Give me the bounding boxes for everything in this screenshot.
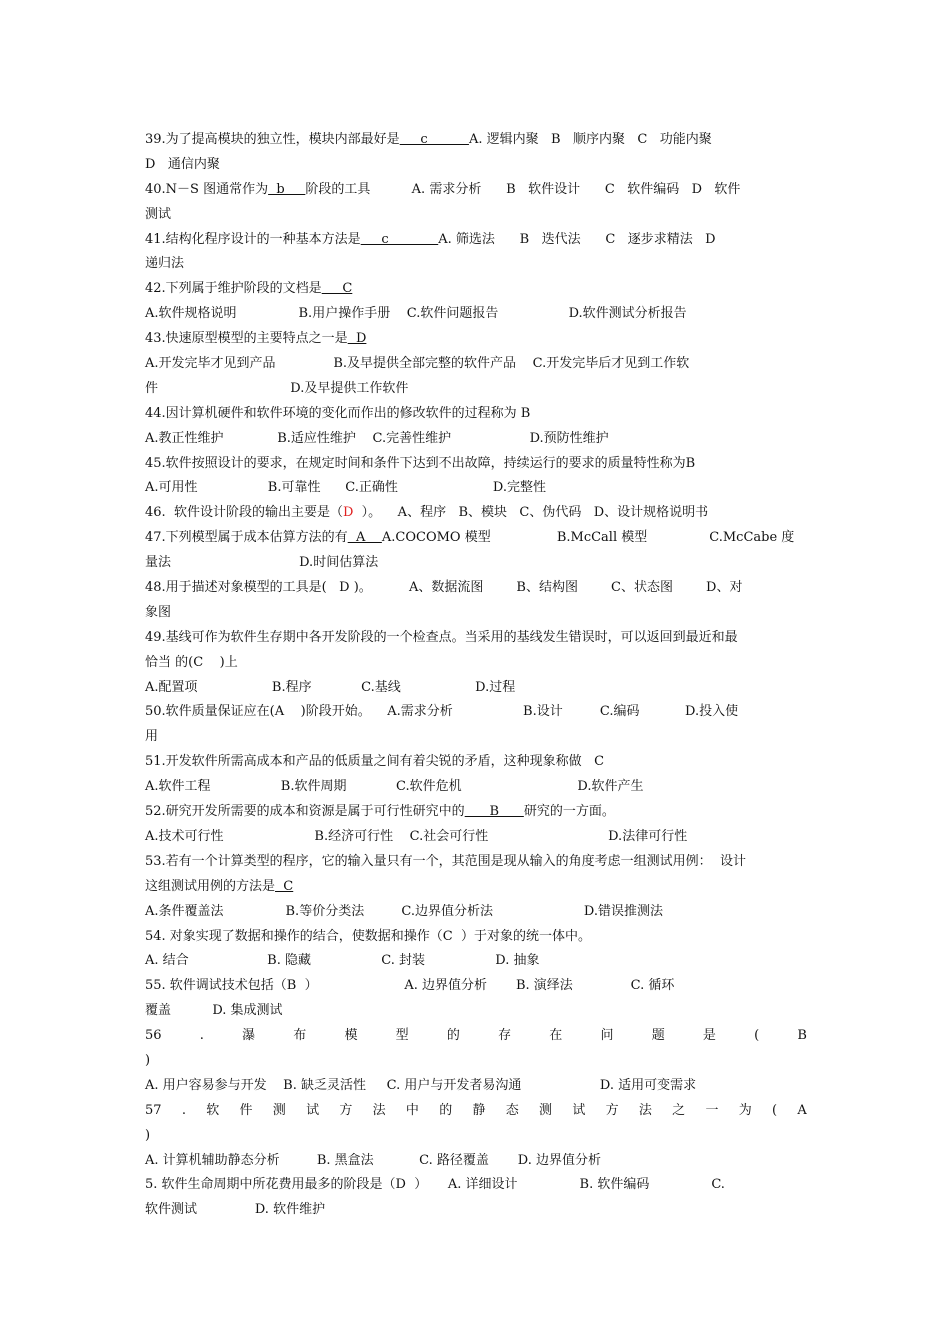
- q42-stem: 42.下列属于维护阶段的文档是: [145, 281, 322, 297]
- q56-cell: 模: [344, 1028, 358, 1044]
- q44-options: A.教正性维护 B.适应性维护 C.完善性维护 D.预防性维护: [145, 430, 609, 446]
- q57-cell: (: [772, 1102, 778, 1118]
- q50-line1: 50.软件质量保证应在(A )阶段开始。 A.需求分析 B.设计 C.编码 D.投入使: [145, 704, 739, 720]
- q43-answer: D: [347, 331, 367, 347]
- q51-stem: 51.开发软件所需高成本和产品的低质量之间有着尖锐的矛盾，这种现象称做 C: [145, 754, 605, 770]
- q39-options: A. 逻辑内聚 B 顺序内聚 C 功能内聚: [468, 132, 712, 147]
- q56-cell: 瀑: [242, 1028, 256, 1044]
- q57-cell: .: [181, 1102, 186, 1118]
- q56-cell: 型: [395, 1028, 409, 1044]
- q41-options: A. 筛选法 B 迭代法 C 逐步求精法 D: [438, 231, 716, 247]
- q53-line1: 53.若有一个计算类型的程序，它的输入量只有一个，其范围是现从输入的角度考虑一组测试用例： 设计: [145, 853, 746, 869]
- q50-line2: 用: [145, 729, 159, 745]
- q40-stem: 40.N－S 图通常作为: [145, 181, 269, 197]
- q52-stem-end: 研究的一方面。: [523, 804, 615, 820]
- q57-cell: 静: [472, 1102, 486, 1118]
- q41-line1: [145, 228, 807, 253]
- q53-stem-end: 这组测试用例的方法是: [145, 878, 276, 894]
- q52-stem: 52.研究开发所需要的成本和资源是属于可行性研究中的: [145, 804, 465, 820]
- q5-line1: 5. 软件生命周期中所花费用最多的阶段是（D ） A. 详细设计 B. 软件编码 C.: [145, 1177, 725, 1193]
- q47-line2: 量法 D.时间估算法: [145, 555, 379, 571]
- q39-line2: D 通信内聚: [145, 156, 220, 172]
- q44-stem: 44.因计算机硬件和软件环境的变化而作出的修改软件的过程称为 B: [145, 405, 531, 421]
- q55-line1: 55. 软件调试技术包括（B ） A. 边界值分析 B. 演绎法 C. 循环: [145, 978, 675, 994]
- q52-answer: B: [464, 804, 524, 820]
- q41-answer: c: [360, 231, 439, 247]
- q57-cell: 一: [705, 1102, 719, 1118]
- q49-options: A.配置项 B.程序 C.基线 D.过程: [145, 679, 516, 695]
- q40-line2: 测试: [145, 206, 172, 222]
- q39-answer: c: [399, 132, 469, 147]
- q41-line2: 递归法: [145, 256, 185, 272]
- q45-options: A.可用性 B.可靠性 C.正确性 D.完整性: [145, 480, 547, 496]
- q54-stem: 54. 对象实现了数据和操作的结合，使数据和操作（C ）于对象的统一体中。: [145, 928, 592, 944]
- q57-cell: 中: [405, 1102, 419, 1118]
- q56-line2: ): [145, 1052, 151, 1068]
- q57-cell: 为: [738, 1102, 752, 1118]
- q40-options: 阶段的工具 A. 需求分析 B 软件设计 C 软件编码 D 软件: [305, 181, 741, 197]
- q43-line1: [145, 327, 807, 352]
- exam-questions: [145, 128, 807, 1223]
- q53-options: A.条件覆盖法 B.等价分类法 C.边界值分析法 D.错误推测法: [145, 903, 664, 919]
- q53-answer: C: [275, 878, 294, 894]
- q57-cell: 法: [638, 1102, 652, 1118]
- q47-stem: 47.下列模型属于成本估算方法的有: [145, 530, 348, 546]
- q56-cell: 题: [651, 1028, 665, 1044]
- q57-cell: 软: [206, 1102, 220, 1118]
- q56-cell: 的: [446, 1028, 460, 1044]
- q51-options: A.软件工程 B.软件周期 C.软件危机 D.软件产生: [145, 779, 644, 795]
- q40-line1: [145, 178, 807, 203]
- q57-cell: 法: [372, 1102, 386, 1118]
- q47-answer: A: [347, 530, 382, 546]
- q56-cell: (: [754, 1028, 760, 1044]
- q48-line1: 48.用于描述对象模型的工具是( D )。 A、数据流图 B、结构图 C、状态图 D、对: [145, 580, 743, 596]
- q57-line1: [145, 1099, 807, 1124]
- q42-line1: [145, 277, 807, 302]
- q43-options-1: A.开发完毕才见到产品 B.及早提供全部完整的软件产品 C.开发完毕后才见到工作软: [145, 356, 690, 372]
- q39-stem: 39.为了提高模块的独立性，模块内部最好是: [145, 132, 400, 147]
- q57-cell: 方: [339, 1102, 353, 1118]
- q57-cell: 件: [239, 1102, 253, 1118]
- q52-line1: [145, 800, 807, 825]
- q57-cell: A: [797, 1102, 807, 1118]
- q40-answer: b: [268, 181, 306, 197]
- q49-line1: 49.基线可作为软件生存期中各开发阶段的一个检查点。当采用的基线发生错误时，可以返回到最近和最: [145, 629, 738, 645]
- q46-answer: D: [342, 505, 354, 521]
- q55-line2: 覆盖 D. 集成测试: [145, 1003, 283, 1019]
- q47-options: A.COCOMO 模型 B.McCall 模型 C.McCabe 度: [381, 530, 795, 546]
- q46-stem: 46. 软件设计阶段的输出主要是（: [145, 505, 343, 521]
- q42-options: A.软件规格说明 B.用户操作手册 C.软件问题报告 D.软件测试分析报告: [145, 306, 687, 322]
- q57-cell: 之: [672, 1102, 686, 1118]
- q57-cell: 57: [145, 1102, 162, 1118]
- q56-cell: 56: [145, 1028, 162, 1044]
- q43-stem: 43.快速原型模型的主要特点之一是: [145, 331, 348, 347]
- q41-stem: 41.结构化程序设计的一种基本方法是: [145, 231, 361, 247]
- q57-cell: 测: [539, 1102, 553, 1118]
- q57-cell: 试: [572, 1102, 586, 1118]
- q57-options: A. 计算机辅助静态分析 B. 黑盒法 C. 路径覆盖 D. 边界值分析: [145, 1152, 602, 1168]
- q56-cell: 问: [600, 1028, 614, 1044]
- q56-cell: 是: [702, 1028, 716, 1044]
- q56-options: A. 用户容易参与开发 B. 缺乏灵活性 C. 用户与开发者易沟通 D. 适用可变需求: [145, 1077, 697, 1093]
- q45-stem: 45.软件按照设计的要求，在规定时间和条件下达到不出故障，持续运行的要求的质量特性称为B: [145, 455, 696, 471]
- q47-line1: [145, 526, 807, 551]
- q48-line2: 象图: [145, 604, 172, 620]
- q46-options: ）。 A、程序 B、模块 C、伪代码 D、设计规格说明书: [353, 505, 709, 521]
- q56-cell: B: [797, 1028, 807, 1044]
- q57-cell: 态: [505, 1102, 519, 1118]
- q57-cell: 方: [605, 1102, 619, 1118]
- q56-line1: [145, 1024, 807, 1049]
- q56-cell: .: [199, 1028, 204, 1044]
- q57-cell: 的: [439, 1102, 453, 1118]
- q52-options: A.技术可行性 B.经济可行性 C.社会可行性 D.法律可行性: [145, 828, 688, 844]
- q57-line2: ): [145, 1127, 151, 1143]
- q46-line: [145, 501, 807, 526]
- q49-line2: 恰当 的(C )上: [145, 654, 238, 670]
- q39-line1: [145, 128, 807, 153]
- q57-cell: 测: [272, 1102, 286, 1118]
- q57-cell: 试: [306, 1102, 320, 1118]
- q42-answer: C: [321, 281, 353, 297]
- q43-options-2: 件 D.及早提供工作软件: [145, 380, 409, 396]
- q54-options: A. 结合 B. 隐藏 C. 封装 D. 抽象: [145, 953, 540, 969]
- q56-cell: 存: [498, 1028, 512, 1044]
- q5-line2: 软件测试 D. 软件维护: [145, 1202, 326, 1218]
- q56-cell: 在: [549, 1028, 563, 1044]
- q56-cell: 布: [293, 1028, 307, 1044]
- q53-line2: [145, 875, 807, 900]
